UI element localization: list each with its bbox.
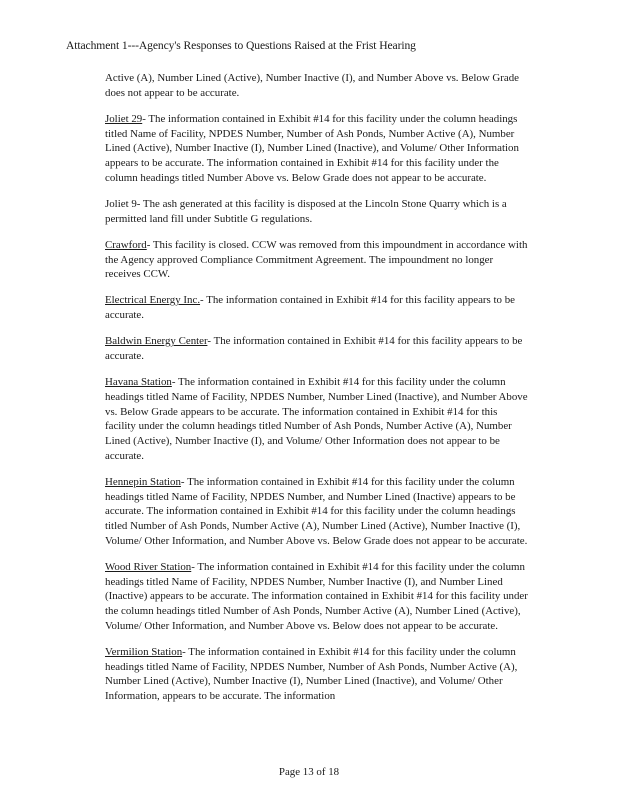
document-body bbox=[105, 71, 530, 715]
facility-name: Havana Station bbox=[105, 376, 172, 389]
paragraph-text: - The information contained in Exhibit #14 for this facility under the column headings titled Name of Facility, NPDES Number, Number Lined (Inactive), and Number Above vs. Below Grade appears to be accurate. The information contained in Exhibit #14 for this facility under the column headings titled Number of Ash Ponds, Number Active (A), Number Lined (Active), Number Inactive (I), and Volume/ Other Information does not appear to be accurate. bbox=[105, 376, 528, 462]
page-header: Attachment 1---Agency's Responses to Questions Raised at the Frist Hearing bbox=[66, 39, 416, 52]
facility-name: Vermilion Station bbox=[105, 646, 183, 658]
paragraph-joliet-29 bbox=[105, 112, 530, 186]
facility-name: Joliet 29 bbox=[105, 112, 143, 125]
facility-name: Electrical Energy Inc. bbox=[105, 294, 201, 307]
paragraph-electrical-energy bbox=[105, 293, 530, 322]
facility-name: Crawford bbox=[105, 238, 147, 251]
paragraph-baldwin bbox=[105, 334, 530, 363]
paragraph-wood-river bbox=[105, 560, 530, 634]
paragraph-text: - The information contained in Exhibit #14 for this facility appears to be accurate. bbox=[105, 335, 523, 363]
paragraph-text: Joliet 9- The ash generated at this facility is disposed at the Lincoln Stone Quarry which is a permitted land fill under Subtitle G regulations. bbox=[105, 197, 507, 225]
paragraph-text: - The information contained in Exhibit #14 for this facility under the column headings titled Name of Facility, NPDES Number, Number of Ash Ponds, Number Active (A), Number Lined (Active), Number Inactive (I), Number Lined (Inactive), and Volume/ Other Information appears to be accurate. The information contained in Exhibit #14 for this facility under the column headings titled Number Above vs. Below Grade does not appear to be accurate. bbox=[105, 112, 519, 184]
paragraph-text: - The information contained in Exhibit #14 for this facility under the column headings titled Name of Facility, NPDES Number, Number of Ash Ponds, Number Active (A), Number Lined (Active), Number Inactive (I), Number Lined (Inactive), and Volume/ Other Information, appears to be accurate. The information bbox=[105, 646, 518, 703]
facility-name: Baldwin Energy Center bbox=[105, 335, 208, 348]
paragraph-text: - The information contained in Exhibit #14 for this facility appears to be accurate. bbox=[105, 294, 515, 322]
paragraph-text: Active (A), Number Lined (Active), Number Inactive (I), and Number Above vs. Below Grade does not appear to be accurate. bbox=[105, 72, 520, 99]
page-number: Page 13 of 18 bbox=[278, 766, 340, 778]
facility-name: Hennepin Station bbox=[105, 475, 181, 488]
paragraph-continuation bbox=[105, 71, 530, 100]
paragraph-joliet-9 bbox=[105, 197, 530, 226]
paragraph-crawford bbox=[105, 238, 530, 282]
paragraph-text: - The information contained in Exhibit #14 for this facility under the column headings titled Name of Facility, NPDES Number, and Number Lined (Inactive) appears to be accurate. The information contained in Exhibit #14 for this facility under the column headings titled Number of Ash Ponds, Number Active (A), Number Lined (Active), Number Inactive (I), Volume/ Other Information, and Number Above vs. Below Grade does not appear to be accurate. bbox=[105, 475, 528, 547]
paragraph-text: - This facility is closed. CCW was removed from this impoundment in accordance with the Agency approved Compliance Commitment Agreement. The impoundment no longer receives CCW. bbox=[105, 238, 528, 281]
paragraph-vermilion bbox=[105, 645, 530, 704]
facility-name: Wood River Station bbox=[105, 560, 192, 573]
paragraph-hennepin bbox=[105, 475, 530, 549]
paragraph-havana bbox=[105, 375, 530, 463]
paragraph-text: - The information contained in Exhibit #14 for this facility under the column headings titled Name of Facility, NPDES Number, Number Inactive (I), and Number Lined (Inactive) appears to be accurate. The information contained in Exhibit #14 for this facility under the column headings titled Number of Ash Ponds, Number Active (A), Number Lined (Active), Volume/ Other Information, and Number Above vs. Below does not appear to be accurate. bbox=[105, 560, 528, 632]
